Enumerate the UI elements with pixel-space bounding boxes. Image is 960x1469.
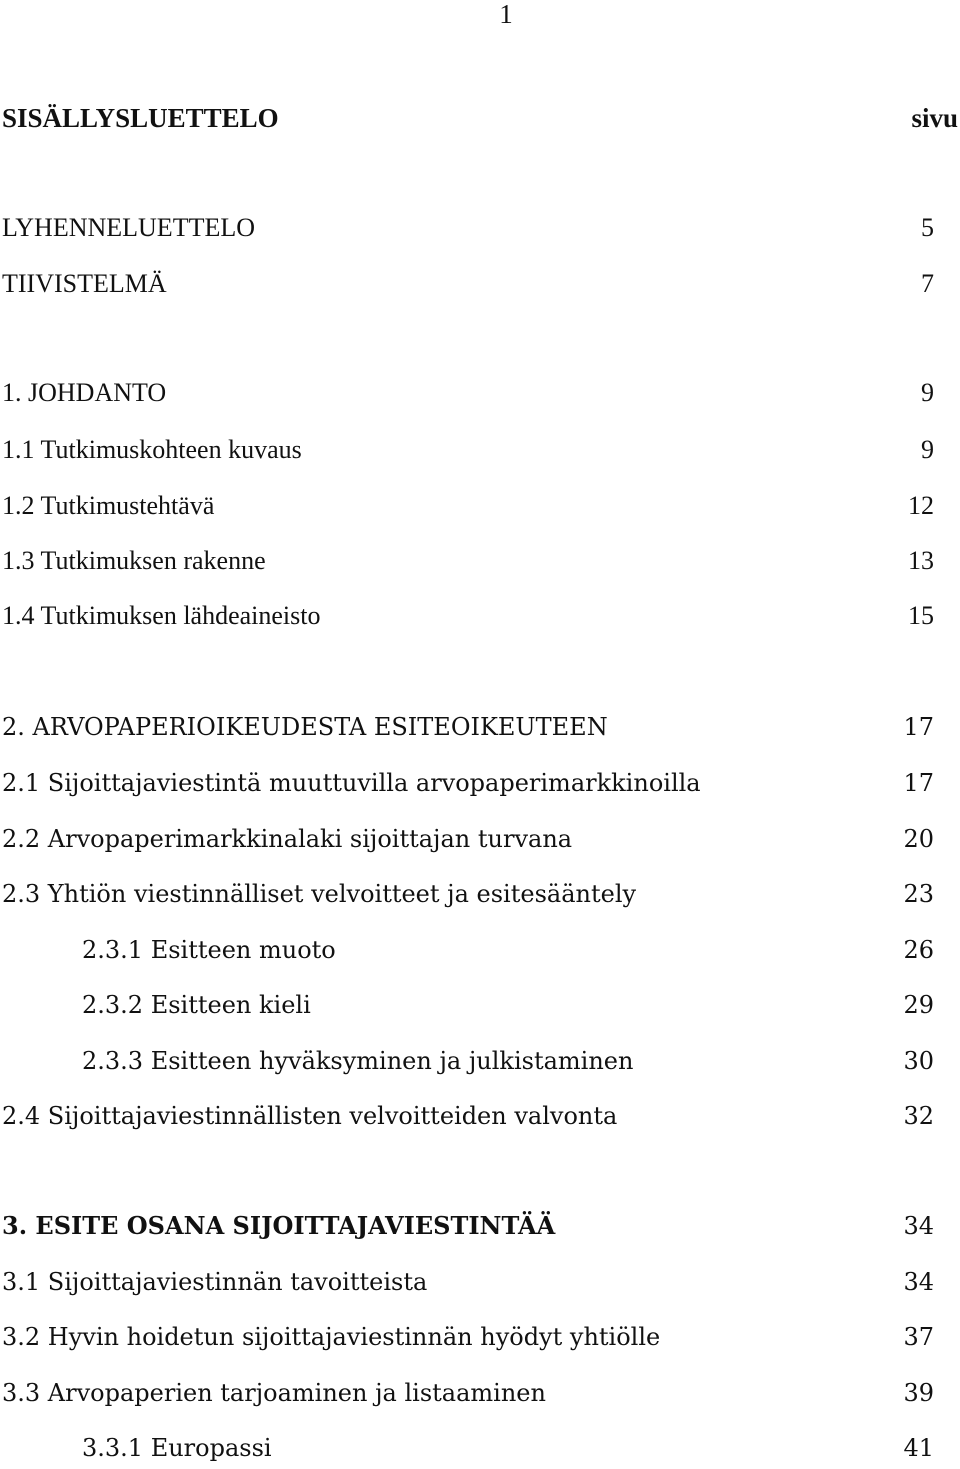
toc-entry-page: 39 bbox=[903, 1379, 934, 1407]
toc-entry-page: 30 bbox=[903, 1047, 934, 1075]
toc-entry-label: 1.1 Tutkimuskohteen kuvaus bbox=[2, 435, 302, 464]
toc-entry-label: 1.4 Tutkimuksen lähdeaineisto bbox=[2, 601, 321, 630]
toc-entry-label: LYHENNELUETTELO bbox=[2, 213, 255, 242]
toc-entry-label: 2.3.2 Esitteen kieli bbox=[82, 991, 311, 1019]
toc-entry-label: 2.4 Sijoittajaviestinnällisten velvoitteiden valvonta bbox=[2, 1102, 618, 1130]
toc-entry-page: 17 bbox=[903, 769, 934, 797]
toc-entry-page: 29 bbox=[903, 991, 934, 1019]
toc-entry-label: 2. ARVOPAPERIOIKEUDESTA ESITEOIKEUTEEN bbox=[2, 713, 608, 741]
toc-entry bbox=[2, 767, 934, 799]
toc-entry-page: 9 bbox=[921, 435, 934, 464]
toc-entry bbox=[2, 1266, 934, 1298]
toc-entry-label: 3.2 Hyvin hoidetun sijoittajaviestinnän hyödyt yhtiölle bbox=[2, 1323, 661, 1351]
toc-entry bbox=[82, 989, 934, 1021]
toc-entry bbox=[2, 212, 934, 244]
toc-entry bbox=[2, 490, 934, 522]
toc-entry-page: 15 bbox=[908, 601, 934, 630]
toc-entry bbox=[2, 434, 934, 466]
toc-entry-page: 17 bbox=[903, 713, 934, 741]
toc-entry-page: 34 bbox=[903, 1212, 934, 1240]
toc-entry-page: 41 bbox=[903, 1434, 934, 1462]
toc-entry bbox=[2, 711, 934, 743]
toc-entry-page: 13 bbox=[908, 546, 934, 575]
toc-entry-label: 1. JOHDANTO bbox=[2, 378, 167, 407]
toc-entry-page: 12 bbox=[908, 491, 934, 520]
toc-entry bbox=[2, 1210, 934, 1242]
toc-entry bbox=[82, 1045, 934, 1077]
toc-entry-page: 34 bbox=[903, 1268, 934, 1296]
toc-entry-page: 7 bbox=[921, 269, 934, 298]
toc-entry-label: 2.3 Yhtiön viestinnälliset velvoitteet ja esitesääntely bbox=[2, 880, 637, 908]
toc-entry-label: 1.3 Tutkimuksen rakenne bbox=[2, 546, 266, 575]
toc-entry-label: 1.2 Tutkimustehtävä bbox=[2, 491, 215, 520]
toc-entry-page: 37 bbox=[903, 1323, 934, 1351]
toc-header bbox=[2, 102, 958, 134]
page-number: 1 bbox=[499, 0, 513, 29]
toc-entry bbox=[2, 1321, 934, 1353]
toc-entry bbox=[2, 878, 934, 910]
toc-entry-label: 2.3.3 Esitteen hyväksyminen ja julkistaminen bbox=[82, 1047, 634, 1075]
toc-entry-label: 2.2 Arvopaperimarkkinalaki sijoittajan turvana bbox=[2, 825, 573, 853]
toc-entry-label: 2.3.1 Esitteen muoto bbox=[82, 936, 336, 964]
toc-entry bbox=[2, 1377, 934, 1409]
page-column-label: sivu bbox=[911, 103, 958, 133]
toc-entry bbox=[82, 934, 934, 966]
toc-entry bbox=[2, 1100, 934, 1132]
toc-entry-page: 23 bbox=[903, 880, 934, 908]
toc-entry-page: 5 bbox=[921, 213, 934, 242]
toc-entry-label: 3.3.1 Europassi bbox=[82, 1434, 272, 1462]
toc-entry-page: 9 bbox=[921, 378, 934, 407]
toc-entry-page: 32 bbox=[903, 1102, 934, 1130]
toc-entry bbox=[2, 377, 934, 409]
toc-entry-page: 20 bbox=[903, 825, 934, 853]
toc-entry bbox=[82, 1432, 934, 1464]
toc-entry-label: 3.1 Sijoittajaviestinnän tavoitteista bbox=[2, 1268, 428, 1296]
toc-entry bbox=[2, 268, 934, 300]
toc-entry-label: TIIVISTELMÄ bbox=[2, 269, 167, 298]
toc-entry-label: 2.1 Sijoittajaviestintä muuttuvilla arvopaperimarkkinoilla bbox=[2, 769, 701, 797]
toc-entry-label: 3. ESITE OSANA SIJOITTAJAVIESTINTÄÄ bbox=[2, 1211, 556, 1240]
toc-entry bbox=[2, 823, 934, 855]
toc-entry-page: 26 bbox=[903, 936, 934, 964]
toc-entry bbox=[2, 545, 934, 577]
toc-title: SISÄLLYSLUETTELO bbox=[2, 103, 279, 133]
toc-entry bbox=[2, 600, 934, 632]
toc-entry-label: 3.3 Arvopaperien tarjoaminen ja listaaminen bbox=[2, 1379, 546, 1407]
